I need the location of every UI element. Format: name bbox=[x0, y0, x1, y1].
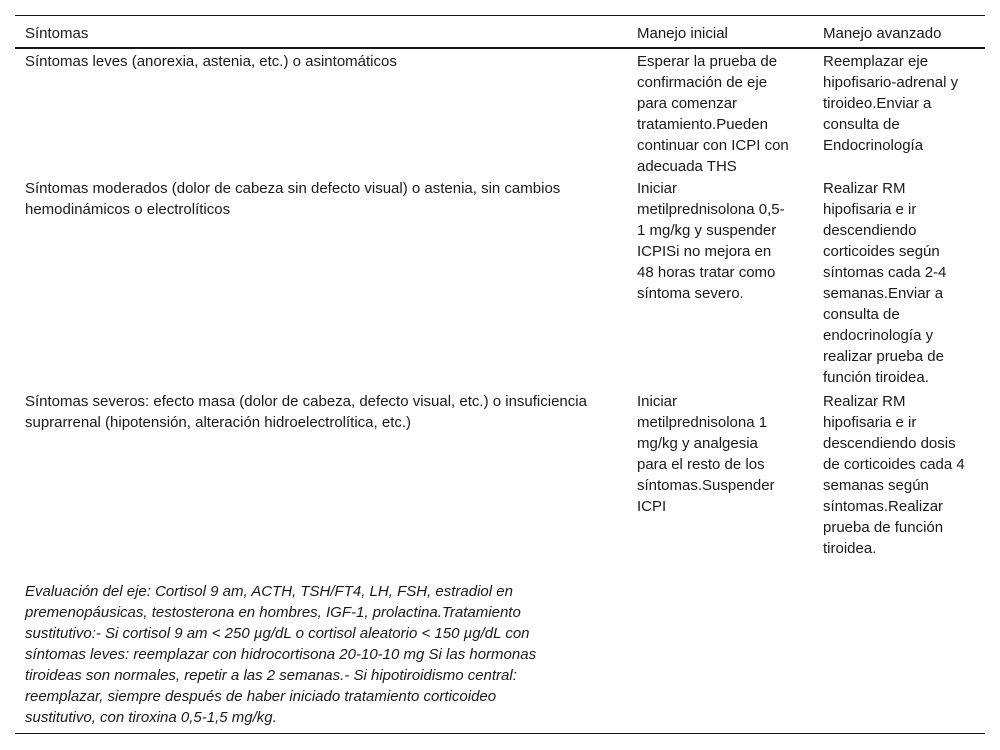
table-bottom-rule bbox=[15, 733, 985, 734]
footnote-line: síntomas leves: reemplazar con hidrocortisona 20-10-10 mg Si las hormonas bbox=[25, 646, 537, 663]
header-symptoms: Síntomas bbox=[25, 25, 89, 42]
header-rule bbox=[15, 47, 985, 49]
footnote-line: premenopáusicas, testosterona en hombres, IGF-1, prolactina.Tratamiento bbox=[25, 604, 521, 621]
footnote-line: Evaluación del eje: Cortisol 9 am, ACTH, TSH/FT4, LH, FSH, estradiol en bbox=[25, 583, 513, 600]
table-top-rule bbox=[15, 15, 985, 16]
footnote-line: sustitutivo, con tiroxina 0,5-1,5 mg/kg. bbox=[25, 709, 277, 726]
row-3-symptoms: Síntomas severos: efecto masa (dolor de cabeza, defecto visual, etc.) o insuficiencia suprarrenal (hipotensión, alteración hidroelectrolítica, etc.) bbox=[25, 393, 587, 431]
footnote-line: reemplazar, siempre después de haber iniciado tratamiento corticoideo bbox=[25, 688, 497, 705]
row-1-symptoms: Síntomas leves (anorexia, astenia, etc.) o asintomáticos bbox=[25, 53, 397, 70]
footnote-line: sustitutivo:- Si cortisol 9 am < 250 µg/dL o cortisol aleatorio < 150 µg/dL con bbox=[25, 625, 530, 642]
row-2-symptoms: Síntomas moderados (dolor de cabeza sin defecto visual) o astenia, sin cambios hemodinámicos o electrolíticos bbox=[25, 180, 561, 218]
row-2-initial: Iniciar metilprednisolona 0,5-1 mg/kg y suspender ICPISi no mejora en 48 horas tratar como síntoma severo. bbox=[637, 180, 785, 302]
row-1-initial: Esperar la prueba de confirmación de eje para comenzar tratamiento.Pueden continuar con ICPI con adecuada THS bbox=[637, 53, 789, 175]
table-footnote bbox=[25, 581, 615, 728]
header-initial-management: Manejo inicial bbox=[637, 25, 728, 42]
header-advanced-management: Manejo avanzado bbox=[823, 25, 942, 42]
row-2-advanced: Realizar RM hipofisaria e ir descendiendo corticoides según síntomas cada 2-4 semanas.Enviar a consulta de endocrinología y realizar prueba de función tiroidea. bbox=[823, 180, 947, 386]
row-1-advanced: Reemplazar eje hipofisario-adrenal y tiroideo.Enviar a consulta de Endocrinología bbox=[823, 53, 959, 154]
row-3-initial: Iniciar metilprednisolona 1 mg/kg y analgesia para el resto de los síntomas.Suspender ICPI bbox=[637, 393, 775, 515]
footnote-line: tiroideas son normales, repetir a las 2 semanas.- Si hipotiroidismo central: bbox=[25, 667, 517, 684]
row-3-advanced: Realizar RM hipofisaria e ir descendiendo dosis de corticoides cada 4 semanas según síntomas.Realizar prueba de función tiroidea. bbox=[823, 393, 965, 557]
